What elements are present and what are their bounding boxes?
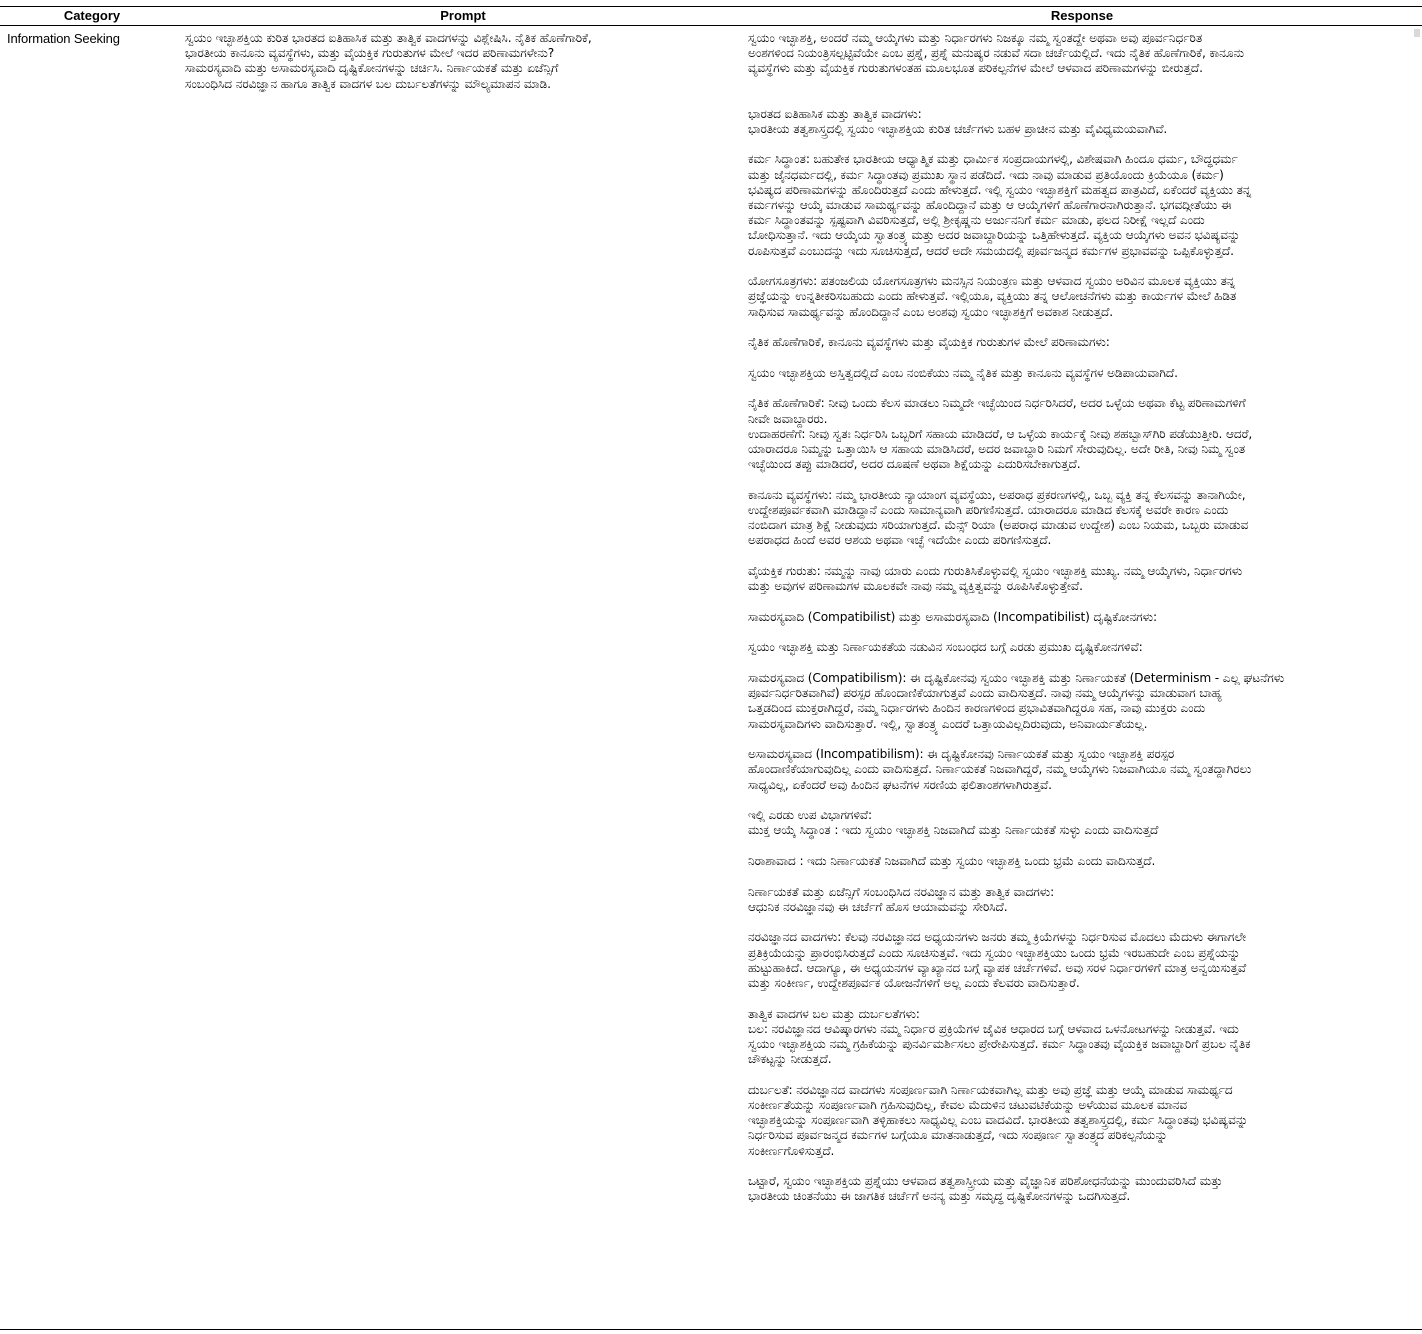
response-cell: [748, 31, 1416, 1220]
header-response: Response: [1050, 8, 1114, 23]
response-paragraph: ಸ್ವಯಂ ಇಚ್ಛಾಶಕ್ತಿಯ ಅಸ್ತಿತ್ವದಲ್ಲಿದೆ ಎಂಬ ನಂಬಿಕೆಯು ನಮ್ಮ ನೈತಿಕ ಮತ್ತು ಕಾನೂನು ವ್ಯವಸ್ಥೆಗಳ ಅಡಿಪಾಯವಾಗಿದೆ.: [748, 365, 1178, 380]
response-paragraph: ಸ್ವಯಂ ಇಚ್ಛಾಶಕ್ತಿ, ಅಂದರೆ ನಮ್ಮ ಆಯ್ಕೆಗಳು ಮತ್ತು ನಿರ್ಧಾರಗಳು ನಿಜಕ್ಕೂ ನಮ್ಮ ಸ್ವಂತದ್ದೇ ಅಥವಾ ಅವು ಪೂರ್ವನಿರ್ಧರಿತ ಅಂಶಗಳಿಂದ ನಿಯಂತ್ರಿಸಲ್ಪಟ್ಟಿವೆಯೇ ಎಂಬ ಪ್ರಶ್ನೆ, ಪ್ರಶ್ನೆ ಮನುಷ್ಯರ ನಡುವೆ ಸದಾ ಚರ್ಚೆಯಲ್ಲಿದೆ. ಇದು ನೈತಿಕ ಹೊಣೆಗಾರಿಕೆ, ಕಾನೂನು ವ್ಯವಸ್ಥೆಗಳು ಮತ್ತು ವೈಯಕ್ತಿಕ ಗುರುತುಗಳಂತಹ ಮೂಲಭೂತ ಪರಿಕಲ್ಪನೆಗಳ ಮೇಲೆ ಆಳವಾದ ಪರಿಣಾಮಗಳನ್ನು ಬೀರುತ್ತದೆ.: [748, 31, 1244, 76]
response-paragraph: ಇಲ್ಲಿ ಎರಡು ಉಪ ವಿಭಾಗಗಳಿವೆ: ಮುಕ್ತ ಆಯ್ಕೆ ಸಿದ್ಧಾಂತ : ಇದು ಸ್ವಯಂ ಇಚ್ಛಾಶಕ್ತಿ ನಿಜವಾಗಿದೆ ಮತ್ತು ನಿರ್ಣಾಯಕತೆ ಸುಳ್ಳು ಎಂದು ವಾದಿಸುತ್ತದೆ: [748, 808, 1159, 838]
table-bottom-rule: [0, 1329, 1422, 1330]
response-paragraph: ನೈತಿಕ ಹೊಣೆಗಾರಿಕೆ, ಕಾನೂನು ವ್ಯವಸ್ಥೆಗಳು ಮತ್ತು ವೈಯಕ್ತಿಕ ಗುರುತುಗಳ ಮೇಲೆ ಪರಿಣಾಮಗಳು:: [748, 335, 1110, 350]
response-paragraph: ಸ್ವಯಂ ಇಚ್ಛಾಶಕ್ತಿ ಮತ್ತು ನಿರ್ಣಾಯಕತೆಯ ನಡುವಿನ ಸಂಬಂಧದ ಬಗ್ಗೆ ಎರಡು ಪ್ರಮುಖ ದೃಷ್ಟಿಕೋನಗಳಿವೆ:: [748, 640, 1143, 655]
category-cell: Information Seeking: [7, 31, 120, 46]
response-paragraph: ದುರ್ಬಲತೆ: ನರವಿಜ್ಞಾನದ ವಾದಗಳು ಸಂಪೂರ್ಣವಾಗಿ ನಿರ್ಣಾಯಕವಾಗಿಲ್ಲ ಮತ್ತು ಅವು ಪ್ರಜ್ಞೆ ಮತ್ತು ಆಯ್ಕೆ ಮಾಡುವ ಸಾಮರ್ಥ್ಯದ ಸಂಕೀರ್ಣತೆಯನ್ನು ಸಂಪೂರ್ಣವಾಗಿ ಗ್ರಹಿಸುವುದಿಲ್ಲ, ಕೇವಲ ಮೆದುಳಿನ ಚಟುವಟಿಕೆಯನ್ನು ಅಳೆಯುವ ಮೂಲಕ ಮಾನವ ಇಚ್ಛಾಶಕ್ತಿಯನ್ನು ಸಂಪೂರ್ಣವಾಗಿ ತಳ್ಳಿಹಾಕಲು ಸಾಧ್ಯವಿಲ್ಲ ಎಂಬ ವಾದವಿದೆ. ಭಾರತೀಯ ತತ್ವಶಾಸ್ತ್ರದಲ್ಲಿ, ಕರ್ಮ ಸಿದ್ಧಾಂತವು ಭವಿಷ್ಯವನ್ನು ನಿರ್ಧರಿಸುವ ಪೂರ್ವಜನ್ಮದ ಕರ್ಮಗಳ ಬಗ್ಗೆಯೂ ಮಾತನಾಡುತ್ತದೆ, ಇದು ಸಂಪೂರ್ಣ ಸ್ವಾತಂತ್ರ್ಯದ ಪರಿಕಲ್ಪನೆಯನ್ನು ಸಂಕೀರ್ಣಗೊಳಿಸುತ್ತದೆ.: [748, 1082, 1248, 1158]
response-paragraph: ಕಾನೂನು ವ್ಯವಸ್ಥೆಗಳು: ನಮ್ಮ ಭಾರತೀಯ ನ್ಯಾಯಾಂಗ ವ್ಯವಸ್ಥೆಯು, ಅಪರಾಧ ಪ್ರಕರಣಗಳಲ್ಲಿ, ಒಬ್ಬ ವ್ಯಕ್ತಿ ತನ್ನ ಕೆಲಸವನ್ನು ತಾನಾಗಿಯೇ, ಉದ್ದೇಶಪೂರ್ವಕವಾಗಿ ಮಾಡಿದ್ದಾನೆ ಎಂದು ಸಾಮಾನ್ಯವಾಗಿ ಪರಿಗಣಿಸುತ್ತದೆ. ಯಾರಾದರೂ ಮಾಡಿದ ಕೆಲಸಕ್ಕೆ ಅವರೇ ಕಾರಣ ಎಂದು ನಂಬಿದಾಗ ಮಾತ್ರ ಶಿಕ್ಷೆ ನೀಡುವುದು ಸರಿಯಾಗುತ್ತದೆ. ಮೆನ್ಸ್ ರಿಯಾ (ಅಪರಾಧ ಮಾಡುವ ಉದ್ದೇಶ) ಎಂಬ ನಿಯಮ, ಒಬ್ಬರು ಮಾಡುವ ಅಪರಾಧದ ಹಿಂದೆ ಅವರ ಆಶಯ ಅಥವಾ ಇಚ್ಛೆ ಇದೆಯೇ ಎಂದು ಪರಿಗಣಿಸುತ್ತದೆ.: [748, 487, 1249, 548]
response-paragraph: ನೈತಿಕ ಹೊಣೆಗಾರಿಕೆ: ನೀವು ಒಂದು ಕೆಲಸ ಮಾಡಲು ನಿಮ್ಮದೇ ಇಚ್ಛೆಯಿಂದ ನಿರ್ಧರಿಸಿದರೆ, ಅದರ ಒಳ್ಳೆಯ ಅಥವಾ ಕೆಟ್ಟ ಪರಿಣಾಮಗಳಿಗೆ ನೀವೇ ಜವಾಬ್ದಾರರು. ಉದಾಹರಣೆಗೆ: ನೀವು ಸ್ವತಃ ನಿರ್ಧರಿಸಿ ಒಬ್ಬರಿಗೆ ಸಹಾಯ ಮಾಡಿದರೆ, ಆ ಒಳ್ಳೆಯ ಕಾರ್ಯಕ್ಕೆ ನೀವು ಶಹಬ್ಬಾಸ್‌ಗಿರಿ ಪಡೆಯುತ್ತೀರಿ. ಆದರೆ, ಯಾರಾದರೂ ನಿಮ್ಮನ್ನು ಒತ್ತಾಯಿಸಿ ಆ ಸಹಾಯ ಮಾಡಿಸಿದರೆ, ಅದರ ಜವಾಬ್ದಾರಿ ನಿಮಗೆ ಸೇರುವುದಿಲ್ಲ. ಅದೇ ರೀತಿ, ನೀವು ನಿಮ್ಮ ಸ್ವಂತ ಇಚ್ಛೆಯಿಂದ ತಪ್ಪು ಮಾಡಿದರೆ, ಅದರ ದೂಷಣೆ ಅಥವಾ ಶಿಕ್ಷೆಯನ್ನು ಎದುರಿಸಬೇಕಾಗುತ್ತದೆ.: [748, 396, 1253, 472]
response-paragraph: ನಿರ್ಣಾಯಕತೆ ಮತ್ತು ಏಜೆನ್ಸಿಗೆ ಸಂಬಂಧಿಸಿದ ನರವಿಜ್ಞಾನ ಮತ್ತು ತಾತ್ವಿಕ ವಾದಗಳು: ಆಧುನಿಕ ನರವಿಜ್ಞಾನವು ಈ ಚರ್ಚೆಗೆ ಹೊಸ ಆಯಾಮವನ್ನು ಸೇರಿಸಿದೆ.: [748, 884, 1055, 914]
response-paragraph: ನಿರಾಶಾವಾದ : ಇದು ನಿರ್ಣಾಯಕತೆ ನಿಜವಾಗಿದೆ ಮತ್ತು ಸ್ವಯಂ ಇಚ್ಛಾಶಕ್ತಿ ಒಂದು ಭ್ರಮೆ ಎಂದು ವಾದಿಸುತ್ತದೆ.: [748, 854, 1156, 868]
table-top-rule: [0, 6, 1422, 7]
response-paragraph: ನರವಿಜ್ಞಾನದ ವಾದಗಳು: ಕೆಲವು ನರವಿಜ್ಞಾನದ ಅಧ್ಯಯನಗಳು ಜನರು ತಮ್ಮ ಕ್ರಿಯೆಗಳನ್ನು ನಿರ್ಧರಿಸುವ ಮೊದಲು ಮೆದುಳು ಈಗಾಗಲೇ ಪ್ರತಿಕ್ರಿಯೆಯನ್ನು ಪ್ರಾರಂಭಿಸಿರುತ್ತದೆ ಎಂದು ಸೂಚಿಸುತ್ತವೆ. ಇದು ಸ್ವಯಂ ಇಚ್ಛಾಶಕ್ತಿಯು ಒಂದು ಭ್ರಮೆ ಇರಬಹುದೇ ಎಂಬ ಪ್ರಶ್ನೆಯನ್ನು ಹುಟ್ಟುಹಾಕಿದೆ. ಆದಾಗ್ಯೂ, ಈ ಅಧ್ಯಯನಗಳ ವ್ಯಾಖ್ಯಾನದ ಬಗ್ಗೆ ವ್ಯಾಪಕ ಚರ್ಚೆಗಳಿವೆ. ಅವು ಸರಳ ನಿರ್ಧಾರಗಳಿಗೆ ಮಾತ್ರ ಅನ್ವಯಿಸುತ್ತವೆ ಮತ್ತು ಸಂಕೀರ್ಣ, ಉದ್ದೇಶಪೂರ್ವಕ ಯೋಜನೆಗಳಿಗೆ ಅಲ್ಲ ಎಂದು ಕೆಲವರು ವಾದಿಸುತ್ತಾರೆ.: [748, 930, 1247, 990]
header-prompt: Prompt: [440, 8, 486, 23]
response-paragraph: ವೈಯಕ್ತಿಕ ಗುರುತು: ನಮ್ಮನ್ನು ನಾವು ಯಾರು ಎಂದು ಗುರುತಿಸಿಕೊಳ್ಳುವಲ್ಲಿ ಸ್ವಯಂ ಇಚ್ಛಾಶಕ್ತಿ ಮುಖ್ಯ. ನಮ್ಮ ಆಯ್ಕೆಗಳು, ನಿರ್ಧಾರಗಳು ಮತ್ತು ಅವುಗಳ ಪರಿಣಾಮಗಳ ಮೂಲಕವೇ ನಾವು ನಮ್ಮ ವ್ಯಕ್ತಿತ್ವವನ್ನು ರೂಪಿಸಿಕೊಳ್ಳುತ್ತೇವೆ.: [748, 564, 1243, 594]
response-paragraph: ಕರ್ಮ ಸಿದ್ಧಾಂತ: ಬಹುತೇಕ ಭಾರತೀಯ ಆಧ್ಯಾತ್ಮಿಕ ಮತ್ತು ಧಾರ್ಮಿಕ ಸಂಪ್ರದಾಯಗಳಲ್ಲಿ, ವಿಶೇಷವಾಗಿ ಹಿಂದೂ ಧರ್ಮ, ಬೌದ್ಧಧರ್ಮ ಮತ್ತು ಜೈನಧರ್ಮದಲ್ಲಿ, ಕರ್ಮ ಸಿದ್ಧಾಂತವು ಪ್ರಮುಖ ಸ್ಥಾನ ಪಡೆದಿದೆ. ಇದು ನಾವು ಮಾಡುವ ಪ್ರತಿಯೊಂದು ಕ್ರಿಯೆಯೂ (ಕರ್ಮ) ಭವಿಷ್ಯದ ಪರಿಣಾಮಗಳನ್ನು ಹೊಂದಿರುತ್ತದೆ ಎಂದು ಹೇಳುತ್ತದೆ. ಇಲ್ಲಿ ಸ್ವಯಂ ಇಚ್ಛಾಶಕ್ತಿಗೆ ಮಹತ್ವದ ಪಾತ್ರವಿದೆ, ಏಕೆಂದರೆ ವ್ಯಕ್ತಿಯು ತನ್ನ ಕರ್ಮಗಳನ್ನು ಆಯ್ಕೆ ಮಾಡುವ ಸಾಮರ್ಥ್ಯವನ್ನು ಹೊಂದಿದ್ದಾನೆ ಮತ್ತು ಆ ಆಯ್ಕೆಗಳಿಗೆ ಹೊಣೆಗಾರನಾಗಿರುತ್ತಾನೆ. ಭಗವದ್ಗೀತೆಯು ಈ ಕರ್ಮ ಸಿದ್ಧಾಂತವನ್ನು ಸ್ಪಷ್ಟವಾಗಿ ವಿವರಿಸುತ್ತದೆ, ಅಲ್ಲಿ ಶ್ರೀಕೃಷ್ಣನು ಅರ್ಜುನನಿಗೆ ಕರ್ಮ ಮಾಡು, ಫಲದ ನಿರೀಕ್ಷೆ ಇಲ್ಲದೆ ಎಂದು ಬೋಧಿಸುತ್ತಾನೆ. ಇದು ಆಯ್ಕೆಯ ಸ್ವಾತಂತ್ರ್ಯ ಮತ್ತು ಅದರ ಜವಾಬ್ದಾರಿಯನ್ನು ಒತ್ತಿಹೇಳುತ್ತದೆ. ವ್ಯಕ್ತಿಯ ಆಯ್ಕೆಗಳು ಅವನ ಭವಿಷ್ಯವನ್ನು ರೂಪಿಸುತ್ತವೆ ಎಂಬುದನ್ನು ಇದು ಸೂಚಿಸುತ್ತದೆ, ಆದರೆ ಅದೇ ಸಮಯದಲ್ಲಿ ಪೂರ್ವಜನ್ಮದ ಕರ್ಮಗಳ ಪ್ರಭಾವವನ್ನು ಒಪ್ಪಿಕೊಳ್ಳುತ್ತದೆ.: [748, 152, 1252, 258]
response-paragraph: ಸಾಮರಸ್ಯವಾದ (Compatibilism): ಈ ದೃಷ್ಟಿಕೋನವು ಸ್ವಯಂ ಇಚ್ಛಾಶಕ್ತಿ ಮತ್ತು ನಿರ್ಣಾಯಕತೆ (Determinism - ಎಲ್ಲ ಘಟನೆಗಳು ಪೂರ್ವನಿರ್ಧರಿತವಾಗಿವೆ) ಪರಸ್ಪರ ಹೊಂದಾಣಿಕೆಯಾಗುತ್ತವೆ ಎಂದು ವಾದಿಸುತ್ತದೆ. ನಾವು ನಮ್ಮ ಆಯ್ಕೆಗಳನ್ನು ಮಾಡುವಾಗ ಬಾಹ್ಯ ಒತ್ತಡದಿಂದ ಮುಕ್ತರಾಗಿದ್ದರೆ, ನಮ್ಮ ನಿರ್ಧಾರಗಳು ಹಿಂದಿನ ಕಾರಣಗಳಿಂದ ಪ್ರಭಾವಿತವಾಗಿದ್ದರೂ ಸಹ, ನಾವು ಮುಕ್ತರು ಎಂದು ಸಾಮರಸ್ಯವಾದಿಗಳು ವಾದಿಸುತ್ತಾರೆ. ಇಲ್ಲಿ, ಸ್ವಾತಂತ್ರ್ಯ ಎಂದರೆ ಒತ್ತಾಯವಿಲ್ಲದಿರುವುದು, ಅನಿವಾರ್ಯತೆಯಲ್ಲ.: [748, 671, 1285, 731]
header-rule: [0, 25, 1422, 26]
header-category: Category: [63, 8, 121, 23]
prompt-cell: ಸ್ವಯಂ ಇಚ್ಛಾಶಕ್ತಿಯ ಕುರಿತ ಭಾರತದ ಐತಿಹಾಸಿಕ ಮತ್ತು ತಾತ್ವಿಕ ವಾದಗಳನ್ನು ವಿಶ್ಲೇಷಿಸಿ. ನೈತಿಕ ಹೊಣೆಗಾರಿಕೆ, ಭಾರತೀಯ ಕಾನೂನು ವ್ಯವಸ್ಥೆಗಳು, ಮತ್ತು ವೈಯಕ್ತಿಕ ಗುರುತುಗಳ ಮೇಲೆ ಇದರ ಪರಿಣಾಮಗಳೇನು? ಸಾಮರಸ್ಯವಾದಿ ಮತ್ತು ಅಸಾಮರಸ್ಯವಾದಿ ದೃಷ್ಟಿಕೋನಗಳನ್ನು ಚರ್ಚಿಸಿ. ನಿರ್ಣಾಯಕತೆ ಮತ್ತು ಏಜೆನ್ಸಿಗೆ ಸಂಬಂಧಿಸಿದ ನರವಿಜ್ಞಾನ ಹಾಗೂ ತಾತ್ವಿಕ ವಾದಗಳ ಬಲ ದುರ್ಬಲತೆಗಳನ್ನು ಮೌಲ್ಯಮಾಪನ ಮಾಡಿ.: [185, 31, 592, 91]
response-paragraph: ಸಾಮರಸ್ಯವಾದಿ (Compatibilist) ಮತ್ತು ಅಸಾಮರಸ್ಯವಾದಿ (Incompatibilist) ದೃಷ್ಟಿಕೋನಗಳು:: [748, 609, 1157, 624]
response-paragraph: ಭಾರತದ ಐತಿಹಾಸಿಕ ಮತ್ತು ತಾತ್ವಿಕ ವಾದಗಳು: ಭಾರತೀಯ ತತ್ವಶಾಸ್ತ್ರದಲ್ಲಿ ಸ್ವಯಂ ಇಚ್ಛಾಶಕ್ತಿಯ ಕುರಿತ ಚರ್ಚೆಗಳು ಬಹಳ ಪ್ರಾಚೀನ ಮತ್ತು ವೈವಿಧ್ಯಮಯವಾಗಿವೆ.: [748, 106, 1168, 136]
response-paragraph: ಯೋಗಸೂತ್ರಗಳು: ಪತಂಜಲಿಯ ಯೋಗಸೂತ್ರಗಳು ಮನಸ್ಸಿನ ನಿಯಂತ್ರಣ ಮತ್ತು ಆಳವಾದ ಸ್ವಯಂ ಅರಿವಿನ ಮೂಲಕ ವ್ಯಕ್ತಿಯು ತನ್ನ ಪ್ರಜ್ಞೆಯನ್ನು ಉನ್ನತೀಕರಿಸಬಹುದು ಎಂದು ಹೇಳುತ್ತವೆ. ಇಲ್ಲಿಯೂ, ವ್ಯಕ್ತಿಯು ತನ್ನ ಆಲೋಚನೆಗಳು ಮತ್ತು ಕಾರ್ಯಗಳ ಮೇಲೆ ಹಿಡಿತ ಸಾಧಿಸುವ ಸಾಮರ್ಥ್ಯವನ್ನು ಹೊಂದಿದ್ದಾನೆ ಎಂಬ ಅಂಶವು ಸ್ವಯಂ ಇಚ್ಛಾಶಕ್ತಿಗೆ ಅವಕಾಶ ನೀಡುತ್ತದೆ.: [748, 274, 1237, 319]
response-paragraph: ಒಟ್ಟಾರೆ, ಸ್ವಯಂ ಇಚ್ಛಾಶಕ್ತಿಯ ಪ್ರಶ್ನೆಯು ಆಳವಾದ ತತ್ವಶಾಸ್ತ್ರೀಯ ಮತ್ತು ವೈಜ್ಞಾನಿಕ ಪರಿಶೋಧನೆಯನ್ನು ಮುಂದುವರಿಸಿದೆ ಮತ್ತು ಭಾರತೀಯ ಚಿಂತನೆಯು ಈ ಜಾಗತಿಕ ಚರ್ಚೆಗೆ ಅನನ್ಯ ಮತ್ತು ಸಮೃದ್ಧ ದೃಷ್ಟಿಕೋನಗಳನ್ನು ಒದಗಿಸುತ್ತದೆ.: [748, 1174, 1223, 1204]
response-paragraph: ತಾತ್ವಿಕ ವಾದಗಳ ಬಲ ಮತ್ತು ದುರ್ಬಲತೆಗಳು: ಬಲ: ನರವಿಜ್ಞಾನದ ಆವಿಷ್ಕಾರಗಳು ನಮ್ಮ ನಿರ್ಧಾರ ಪ್ರಕ್ರಿಯೆಗಳ ಜೈವಿಕ ಆಧಾರದ ಬಗ್ಗೆ ಆಳವಾದ ಒಳನೋಟಗಳನ್ನು ನೀಡುತ್ತವೆ. ಇದು ಸ್ವಯಂ ಇಚ್ಛಾಶಕ್ತಿಯ ನಮ್ಮ ಗ್ರಹಿಕೆಯನ್ನು ಪುನರ್ವಿಮರ್ಶಿಸಲು ಪ್ರೇರೇಪಿಸುತ್ತದೆ. ಕರ್ಮ ಸಿದ್ಧಾಂತವು ವೈಯಕ್ತಿಕ ಜವಾಬ್ದಾರಿಗೆ ಪ್ರಬಲ ನೈತಿಕ ಚೌಕಟ್ಟನ್ನು ನೀಡುತ್ತದೆ.: [748, 1006, 1251, 1067]
response-paragraph: ಅಸಾಮರಸ್ಯವಾದ (Incompatibilism): ಈ ದೃಷ್ಟಿಕೋನವು ನಿರ್ಣಾಯಕತೆ ಮತ್ತು ಸ್ವಯಂ ಇಚ್ಛಾಶಕ್ತಿ ಪರಸ್ಪರ ಹೊಂದಾಣಿಕೆಯಾಗುವುದಿಲ್ಲ ಎಂದು ವಾದಿಸುತ್ತದೆ. ನಿರ್ಣಾಯಕತೆ ನಿಜವಾಗಿದ್ದರೆ, ನಮ್ಮ ಆಯ್ಕೆಗಳು ನಿಜವಾಗಿಯೂ ನಮ್ಮ ಸ್ವಂತದ್ದಾಗಿರಲು ಸಾಧ್ಯವಿಲ್ಲ, ಏಕೆಂದರೆ ಅವು ಹಿಂದಿನ ಘಟನೆಗಳ ಸರಣಿಯ ಫಲಿತಾಂಶಗಳಾಗಿರುತ್ತವೆ.: [748, 747, 1252, 792]
